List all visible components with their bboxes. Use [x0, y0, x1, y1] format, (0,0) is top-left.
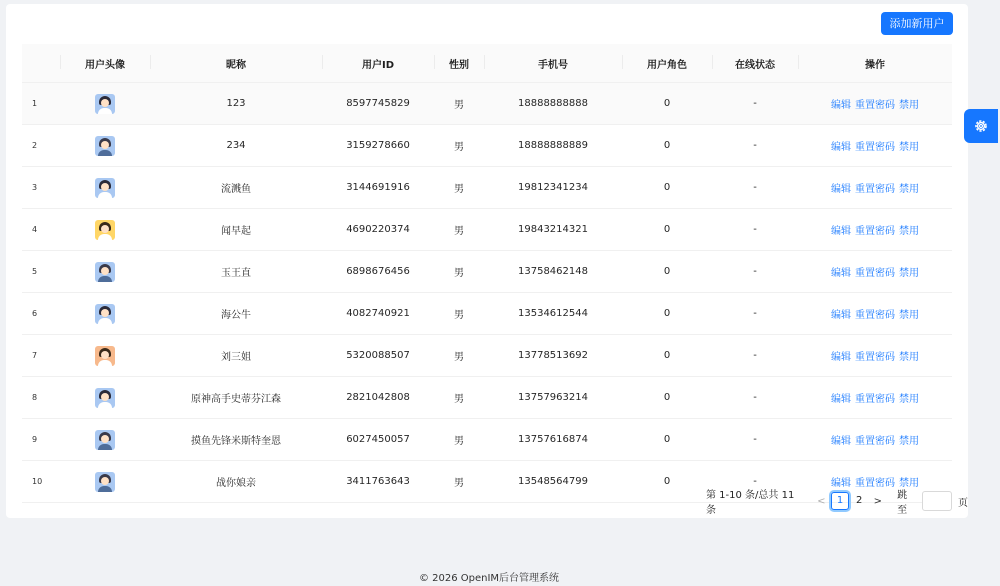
reset-password-link[interactable]: 重置密码 — [855, 268, 895, 279]
gender-cell: 男 — [434, 251, 484, 293]
actions-cell — [798, 377, 952, 419]
user-id-cell: 3159278660 — [322, 125, 434, 167]
row-index: 6 — [22, 293, 60, 335]
col-gender: 性别 — [434, 44, 484, 83]
gear-icon — [973, 118, 989, 134]
nickname-cell: 战你娘亲 — [150, 461, 322, 503]
avatar-cell — [60, 83, 150, 125]
phone-cell: 19812341234 — [484, 167, 622, 209]
role-cell: 0 — [622, 251, 712, 293]
col-role: 用户角色 — [622, 44, 712, 83]
settings-float-button[interactable] — [964, 109, 998, 143]
online-status-cell: - — [712, 293, 798, 335]
edit-link[interactable]: 编辑 — [831, 352, 851, 363]
phone-cell: 13757616874 — [484, 419, 622, 461]
edit-link[interactable]: 编辑 — [831, 184, 851, 195]
role-cell: 0 — [622, 377, 712, 419]
avatar[interactable] — [95, 472, 115, 492]
row-index: 10 — [22, 461, 60, 503]
disable-link[interactable]: 禁用 — [899, 310, 919, 321]
gender-cell: 男 — [434, 83, 484, 125]
avatar-cell — [60, 461, 150, 503]
avatar[interactable] — [95, 346, 115, 366]
online-status-cell: - — [712, 419, 798, 461]
avatar[interactable] — [95, 262, 115, 282]
role-cell: 0 — [622, 83, 712, 125]
role-cell: 0 — [622, 335, 712, 377]
role-cell: 0 — [622, 293, 712, 335]
footer-copyright: © 2026 OpenIM后台管理系统 — [418, 573, 560, 584]
reset-password-link[interactable]: 重置密码 — [855, 100, 895, 111]
avatar-cell — [60, 335, 150, 377]
online-status-cell: - — [712, 125, 798, 167]
nickname-cell: 234 — [150, 125, 322, 167]
user-id-cell: 3411763643 — [322, 461, 434, 503]
nickname-cell: 刘三姐 — [150, 335, 322, 377]
actions-cell — [798, 293, 952, 335]
user-id-cell: 4690220374 — [322, 209, 434, 251]
nickname-cell: 海公牛 — [150, 293, 322, 335]
gender-cell: 男 — [434, 293, 484, 335]
reset-password-link[interactable]: 重置密码 — [855, 478, 895, 489]
disable-link[interactable]: 禁用 — [899, 478, 919, 489]
col-nickname: 昵称 — [150, 44, 322, 83]
online-status-cell: - — [712, 167, 798, 209]
row-index: 5 — [22, 251, 60, 293]
gender-cell: 男 — [434, 461, 484, 503]
phone-cell: 18888888888 — [484, 83, 622, 125]
table-row — [22, 419, 952, 461]
pagination — [706, 490, 968, 516]
edit-link[interactable]: 编辑 — [831, 436, 851, 447]
edit-link[interactable]: 编辑 — [831, 310, 851, 321]
table-row — [22, 209, 952, 251]
role-cell: 0 — [622, 209, 712, 251]
user-management-card — [6, 4, 968, 518]
row-index: 1 — [22, 83, 60, 125]
edit-link[interactable]: 编辑 — [831, 142, 851, 153]
col-online-status: 在线状态 — [712, 44, 798, 83]
online-status-cell: - — [712, 377, 798, 419]
avatar-cell — [60, 293, 150, 335]
disable-link[interactable]: 禁用 — [899, 184, 919, 195]
nickname-cell: 摸鱼先锋米斯特奎恩 — [150, 419, 322, 461]
online-status-cell: - — [712, 209, 798, 251]
disable-link[interactable]: 禁用 — [899, 436, 919, 447]
page-1-button[interactable]: 1 — [831, 492, 848, 510]
avatar-cell — [60, 209, 150, 251]
col-avatar: 用户头像 — [60, 44, 150, 83]
nickname-cell: 闻早起 — [150, 209, 322, 251]
role-cell: 0 — [622, 125, 712, 167]
phone-cell: 13778513692 — [484, 335, 622, 377]
user-id-cell: 6898676456 — [322, 251, 434, 293]
table-row — [22, 293, 952, 335]
avatar[interactable] — [95, 304, 115, 324]
avatar-cell — [60, 377, 150, 419]
online-status-cell: - — [712, 461, 798, 503]
edit-link[interactable]: 编辑 — [831, 268, 851, 279]
avatar-cell — [60, 419, 150, 461]
online-status-cell: - — [712, 251, 798, 293]
reset-password-link[interactable]: 重置密码 — [855, 184, 895, 195]
phone-cell: 13758462148 — [484, 251, 622, 293]
table-row — [22, 125, 952, 167]
table-header-row — [22, 44, 952, 83]
actions-cell — [798, 335, 952, 377]
role-cell: 0 — [622, 461, 712, 503]
jump-page-input[interactable] — [922, 491, 952, 511]
avatar-cell — [60, 167, 150, 209]
disable-link[interactable]: 禁用 — [899, 226, 919, 237]
phone-cell: 13548564799 — [484, 461, 622, 503]
phone-cell: 13757963214 — [484, 377, 622, 419]
reset-password-link[interactable]: 重置密码 — [855, 352, 895, 363]
nickname-cell: 123 — [150, 83, 322, 125]
user-id-cell: 8597745829 — [322, 83, 434, 125]
page-2-button[interactable]: 2 — [855, 495, 863, 506]
edit-link[interactable]: 编辑 — [831, 226, 851, 237]
reset-password-link[interactable]: 重置密码 — [855, 394, 895, 405]
col-user-id: 用户ID — [322, 44, 434, 83]
prev-page-icon[interactable]: < — [817, 495, 826, 507]
disable-link[interactable]: 禁用 — [899, 100, 919, 111]
online-status-cell: - — [712, 335, 798, 377]
nickname-cell: 原神高手史蒂芬江森 — [150, 377, 322, 419]
edit-link[interactable]: 编辑 — [831, 100, 851, 111]
edit-link[interactable]: 编辑 — [831, 478, 851, 489]
col-actions: 操作 — [798, 44, 952, 83]
row-index: 2 — [22, 125, 60, 167]
avatar[interactable] — [95, 94, 115, 114]
avatar[interactable] — [95, 136, 115, 156]
table-row — [22, 377, 952, 419]
avatar[interactable] — [95, 178, 115, 198]
user-id-cell: 2821042808 — [322, 377, 434, 419]
col-phone: 手机号 — [484, 44, 622, 83]
actions-cell — [798, 125, 952, 167]
online-status-cell: - — [712, 83, 798, 125]
edit-link[interactable]: 编辑 — [831, 394, 851, 405]
reset-password-link[interactable]: 重置密码 — [855, 226, 895, 237]
avatar[interactable] — [95, 388, 115, 408]
role-cell: 0 — [622, 167, 712, 209]
gender-cell: 男 — [434, 209, 484, 251]
table-row — [22, 83, 952, 125]
gender-cell: 男 — [434, 167, 484, 209]
actions-cell — [798, 251, 952, 293]
user-id-cell: 4082740921 — [322, 293, 434, 335]
table-row — [22, 335, 952, 377]
row-index: 3 — [22, 167, 60, 209]
disable-link[interactable]: 禁用 — [899, 268, 919, 279]
reset-password-link[interactable]: 重置密码 — [855, 142, 895, 153]
actions-cell — [798, 167, 952, 209]
actions-cell — [798, 83, 952, 125]
jump-label: 跳至 — [897, 490, 908, 516]
disable-link[interactable]: 禁用 — [899, 394, 919, 405]
gender-cell: 男 — [434, 419, 484, 461]
user-id-cell: 6027450057 — [322, 419, 434, 461]
user-table — [22, 44, 952, 503]
disable-link[interactable]: 禁用 — [899, 352, 919, 363]
row-index: 7 — [22, 335, 60, 377]
role-cell: 0 — [622, 419, 712, 461]
user-id-cell: 3144691916 — [322, 167, 434, 209]
next-page-icon[interactable]: > — [873, 495, 883, 507]
avatar-cell — [60, 251, 150, 293]
add-user-button[interactable]: 添加新用户 — [881, 12, 953, 35]
table-row — [22, 167, 952, 209]
actions-cell — [798, 209, 952, 251]
avatar[interactable] — [95, 220, 115, 240]
reset-password-link[interactable]: 重置密码 — [855, 310, 895, 321]
phone-cell: 19843214321 — [484, 209, 622, 251]
page-suffix: 页 — [958, 497, 968, 509]
avatar-cell — [60, 125, 150, 167]
gender-cell: 男 — [434, 125, 484, 167]
gender-cell: 男 — [434, 335, 484, 377]
nickname-cell: 玉王直 — [150, 251, 322, 293]
phone-cell: 13534612544 — [484, 293, 622, 335]
pagination-total: 第 1-10 条/总共 11 条 — [706, 490, 795, 516]
row-index: 9 — [22, 419, 60, 461]
avatar[interactable] — [95, 430, 115, 450]
reset-password-link[interactable]: 重置密码 — [855, 436, 895, 447]
phone-cell: 18888888889 — [484, 125, 622, 167]
gender-cell: 男 — [434, 377, 484, 419]
nickname-cell: 流溅鱼 — [150, 167, 322, 209]
user-id-cell: 5320088507 — [322, 335, 434, 377]
row-index: 4 — [22, 209, 60, 251]
table-row — [22, 251, 952, 293]
col-index — [22, 44, 60, 83]
row-index: 8 — [22, 377, 60, 419]
disable-link[interactable]: 禁用 — [899, 142, 919, 153]
actions-cell — [798, 419, 952, 461]
